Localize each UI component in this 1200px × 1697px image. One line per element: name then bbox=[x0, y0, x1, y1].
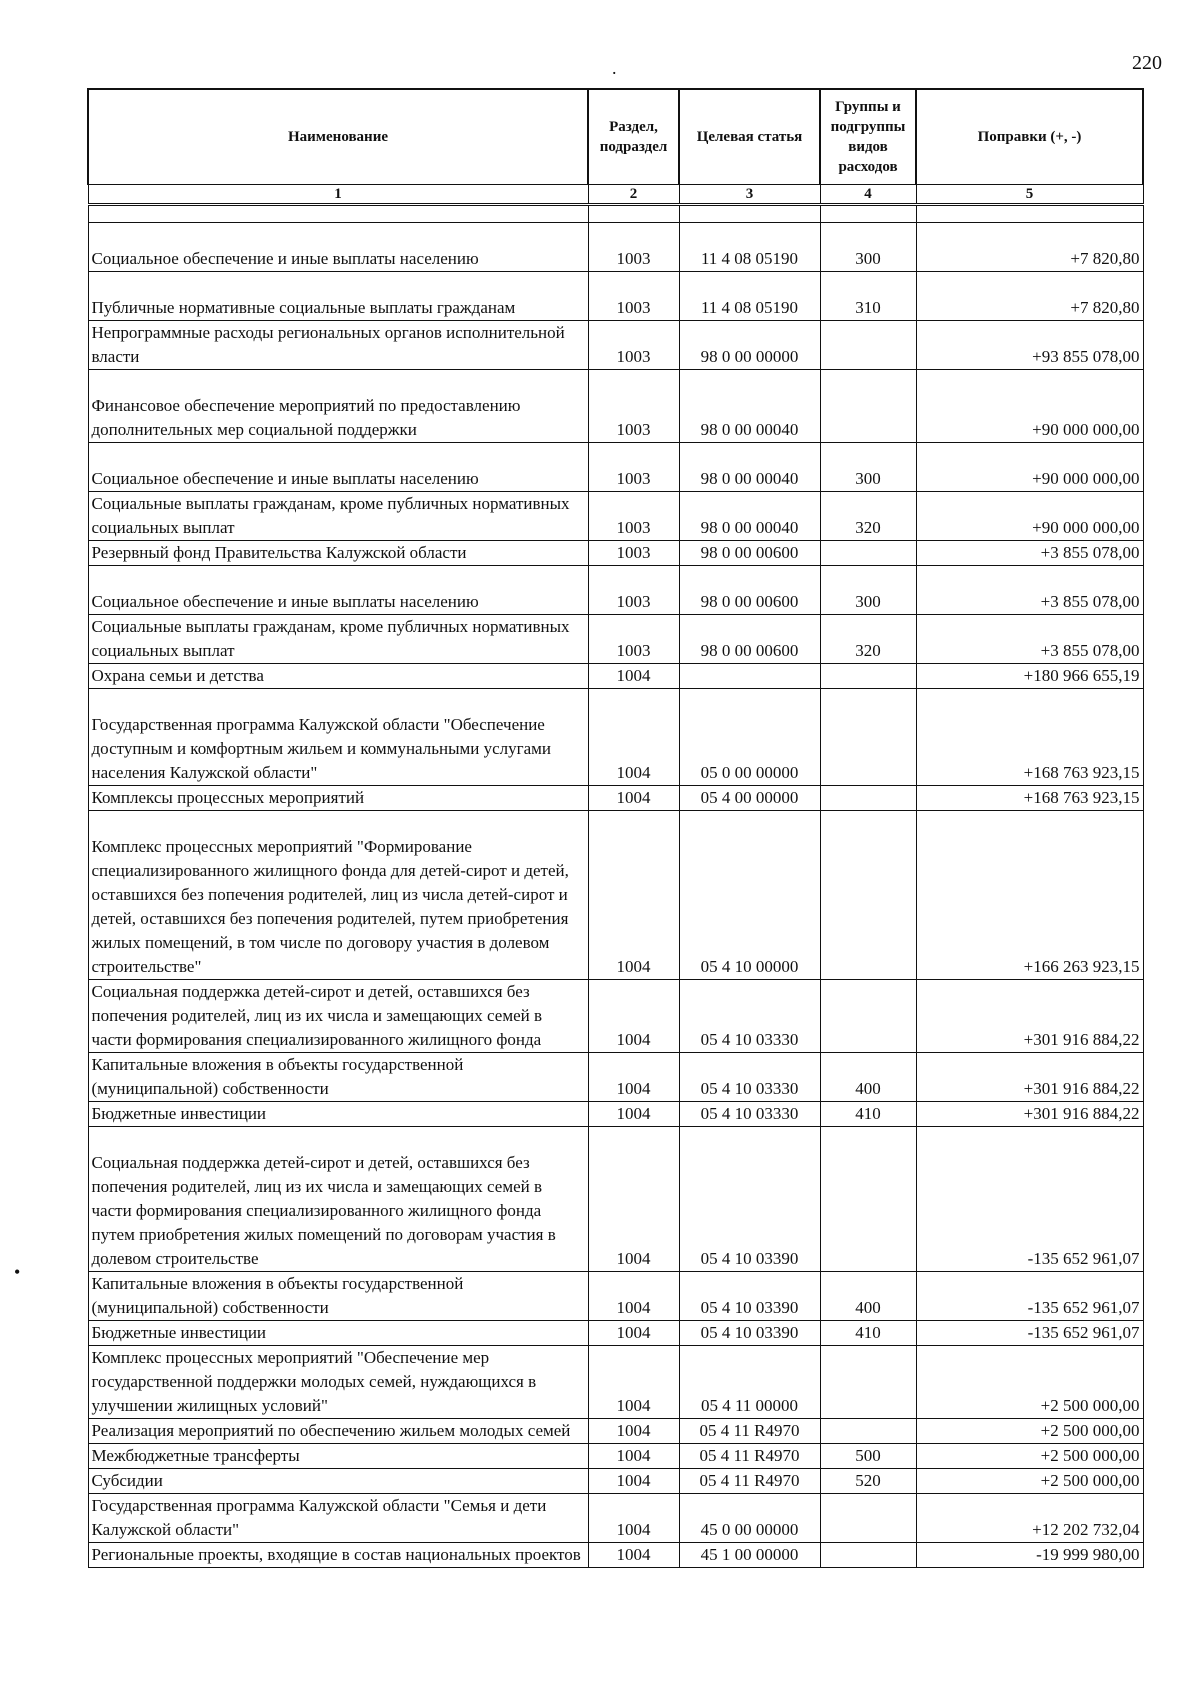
row-target: 98 0 00 00600 bbox=[679, 541, 820, 566]
row-target: 05 4 10 00000 bbox=[679, 811, 820, 980]
row-group bbox=[820, 664, 916, 689]
row-target: 05 4 11 00000 bbox=[679, 1346, 820, 1419]
row-group bbox=[820, 980, 916, 1053]
row-group bbox=[820, 1346, 916, 1419]
row-group: 500 bbox=[820, 1444, 916, 1469]
row-amount: +301 916 884,22 bbox=[916, 1102, 1143, 1127]
col-number: 1 bbox=[88, 185, 588, 205]
row-amount: +3 855 078,00 bbox=[916, 566, 1143, 615]
table-row bbox=[88, 1102, 1143, 1127]
row-target: 05 4 10 03330 bbox=[679, 1102, 820, 1127]
row-name: Финансовое обеспечение мероприятий по предоставлению дополнительных мер социальной поддержки bbox=[88, 370, 588, 443]
col-header-groups: Группы и подгруппы видов расходов bbox=[820, 89, 916, 185]
row-group bbox=[820, 1127, 916, 1272]
row-amount: +166 263 923,15 bbox=[916, 811, 1143, 980]
row-target: 98 0 00 00040 bbox=[679, 370, 820, 443]
row-amount: +168 763 923,15 bbox=[916, 689, 1143, 786]
row-name: Непрограммные расходы региональных органов исполнительной власти bbox=[88, 321, 588, 370]
row-name: Субсидии bbox=[88, 1469, 588, 1494]
row-name: Социальная поддержка детей-сирот и детей, оставшихся без попечения родителей, лиц из их числа и замещающих семей в части формирования специализированного жилищного фонда bbox=[88, 980, 588, 1053]
row-amount: +180 966 655,19 bbox=[916, 664, 1143, 689]
row-section: 1004 bbox=[588, 1419, 679, 1444]
row-amount: +301 916 884,22 bbox=[916, 1053, 1143, 1102]
row-amount: +2 500 000,00 bbox=[916, 1444, 1143, 1469]
table-row bbox=[88, 1419, 1143, 1444]
row-section: 1004 bbox=[588, 1543, 679, 1568]
row-section: 1004 bbox=[588, 980, 679, 1053]
row-target: 05 4 10 03390 bbox=[679, 1127, 820, 1272]
row-group bbox=[820, 321, 916, 370]
row-group: 520 bbox=[820, 1469, 916, 1494]
row-amount: +90 000 000,00 bbox=[916, 492, 1143, 541]
row-target: 45 1 00 00000 bbox=[679, 1543, 820, 1568]
row-name: Государственная программа Калужской области "Семья и дети Калужской области" bbox=[88, 1494, 588, 1543]
row-target: 11 4 08 05190 bbox=[679, 272, 820, 321]
row-section: 1003 bbox=[588, 370, 679, 443]
table-row bbox=[88, 443, 1143, 492]
table-row bbox=[88, 1272, 1143, 1321]
row-amount: -135 652 961,07 bbox=[916, 1127, 1143, 1272]
col-header-target: Целевая статья bbox=[679, 89, 820, 185]
row-group bbox=[820, 1419, 916, 1444]
row-section: 1004 bbox=[588, 689, 679, 786]
row-name: Бюджетные инвестиции bbox=[88, 1102, 588, 1127]
row-amount: +168 763 923,15 bbox=[916, 786, 1143, 811]
budget-amendments-table bbox=[87, 88, 1144, 1568]
row-section: 1004 bbox=[588, 1346, 679, 1419]
row-amount: +3 855 078,00 bbox=[916, 615, 1143, 664]
row-section: 1003 bbox=[588, 615, 679, 664]
row-section: 1004 bbox=[588, 1272, 679, 1321]
row-target: 05 4 10 03390 bbox=[679, 1272, 820, 1321]
row-section: 1004 bbox=[588, 811, 679, 980]
column-numbers-row bbox=[88, 185, 1143, 205]
row-name: Резервный фонд Правительства Калужской области bbox=[88, 541, 588, 566]
row-group: 400 bbox=[820, 1053, 916, 1102]
row-amount: +7 820,80 bbox=[916, 223, 1143, 272]
row-amount: +90 000 000,00 bbox=[916, 443, 1143, 492]
row-name: Социальные выплаты гражданам, кроме публичных нормативных социальных выплат bbox=[88, 492, 588, 541]
row-section: 1003 bbox=[588, 223, 679, 272]
row-name: Государственная программа Калужской области "Обеспечение доступным и комфортным жильем и коммунальными услугами населения Калужской области" bbox=[88, 689, 588, 786]
row-target: 45 0 00 00000 bbox=[679, 1494, 820, 1543]
table-header-row bbox=[88, 89, 1143, 185]
row-target: 05 0 00 00000 bbox=[679, 689, 820, 786]
row-section: 1003 bbox=[588, 541, 679, 566]
row-group: 320 bbox=[820, 492, 916, 541]
table-row bbox=[88, 1321, 1143, 1346]
row-name: Бюджетные инвестиции bbox=[88, 1321, 588, 1346]
row-target: 98 0 00 00600 bbox=[679, 615, 820, 664]
row-group bbox=[820, 1494, 916, 1543]
row-amount: +90 000 000,00 bbox=[916, 370, 1143, 443]
row-section: 1003 bbox=[588, 492, 679, 541]
row-target: 11 4 08 05190 bbox=[679, 223, 820, 272]
row-amount: +93 855 078,00 bbox=[916, 321, 1143, 370]
row-name: Межбюджетные трансферты bbox=[88, 1444, 588, 1469]
row-amount: +7 820,80 bbox=[916, 272, 1143, 321]
row-section: 1003 bbox=[588, 321, 679, 370]
row-name: Социальные выплаты гражданам, кроме публичных нормативных социальных выплат bbox=[88, 615, 588, 664]
row-section: 1004 bbox=[588, 786, 679, 811]
row-amount: -19 999 980,00 bbox=[916, 1543, 1143, 1568]
row-section: 1004 bbox=[588, 1321, 679, 1346]
table-row bbox=[88, 321, 1143, 370]
row-name: Региональные проекты, входящие в состав национальных проектов bbox=[88, 1543, 588, 1568]
row-name: Публичные нормативные социальные выплаты гражданам bbox=[88, 272, 588, 321]
table-row bbox=[88, 1444, 1143, 1469]
row-name: Капитальные вложения в объекты государственной (муниципальной) собственности bbox=[88, 1272, 588, 1321]
row-target: 05 4 11 R4970 bbox=[679, 1444, 820, 1469]
row-target: 05 4 10 03330 bbox=[679, 980, 820, 1053]
row-group bbox=[820, 370, 916, 443]
row-section: 1004 bbox=[588, 1053, 679, 1102]
row-amount: -135 652 961,07 bbox=[916, 1272, 1143, 1321]
row-section: 1004 bbox=[588, 1494, 679, 1543]
row-name: Охрана семьи и детства bbox=[88, 664, 588, 689]
row-name: Комплекс процессных мероприятий "Обеспечение мер государственной поддержки молодых семей, нуждающихся в улучшении жилищных условий" bbox=[88, 1346, 588, 1419]
row-target: 98 0 00 00000 bbox=[679, 321, 820, 370]
row-group bbox=[820, 1543, 916, 1568]
row-section: 1003 bbox=[588, 443, 679, 492]
row-group: 310 bbox=[820, 272, 916, 321]
table-row bbox=[88, 811, 1143, 980]
row-group: 300 bbox=[820, 566, 916, 615]
row-section: 1004 bbox=[588, 1444, 679, 1469]
row-name: Социальное обеспечение и иные выплаты населению bbox=[88, 566, 588, 615]
row-group: 320 bbox=[820, 615, 916, 664]
row-section: 1003 bbox=[588, 272, 679, 321]
stray-bullet-mark: • bbox=[14, 1262, 21, 1282]
row-group: 300 bbox=[820, 443, 916, 492]
row-amount: +2 500 000,00 bbox=[916, 1346, 1143, 1419]
table-row bbox=[88, 664, 1143, 689]
col-header-name: Наименование bbox=[88, 89, 588, 185]
row-target: 05 4 10 03390 bbox=[679, 1321, 820, 1346]
row-group bbox=[820, 541, 916, 566]
row-target: 05 4 11 R4970 bbox=[679, 1469, 820, 1494]
table-row bbox=[88, 223, 1143, 272]
table-row bbox=[88, 492, 1143, 541]
table-row bbox=[88, 370, 1143, 443]
row-name: Социальное обеспечение и иные выплаты населению bbox=[88, 223, 588, 272]
row-section: 1004 bbox=[588, 1102, 679, 1127]
row-group: 300 bbox=[820, 223, 916, 272]
row-section: 1004 bbox=[588, 1469, 679, 1494]
row-amount: +12 202 732,04 bbox=[916, 1494, 1143, 1543]
table-row bbox=[88, 786, 1143, 811]
table-row bbox=[88, 1469, 1143, 1494]
col-header-amendments: Поправки (+, -) bbox=[916, 89, 1143, 185]
row-target: 05 4 10 03330 bbox=[679, 1053, 820, 1102]
col-header-section: Раздел, подраздел bbox=[588, 89, 679, 185]
row-name: Социальная поддержка детей-сирот и детей, оставшихся без попечения родителей, лиц из их числа и замещающих семей в части формирования специализированного жилищного фонда путем приобретения жилых помещений по договорам участия в долевом строительстве bbox=[88, 1127, 588, 1272]
row-amount: +3 855 078,00 bbox=[916, 541, 1143, 566]
row-name: Комплексы процессных мероприятий bbox=[88, 786, 588, 811]
row-group: 400 bbox=[820, 1272, 916, 1321]
row-group: 410 bbox=[820, 1321, 916, 1346]
col-number: 2 bbox=[588, 185, 679, 205]
table-row bbox=[88, 1543, 1143, 1568]
row-section: 1004 bbox=[588, 1127, 679, 1272]
row-name: Комплекс процессных мероприятий "Формирование специализированного жилищного фонда для детей-сирот и детей, оставшихся без попечения родителей, лиц из числа детей-сирот и детей, оставшихся без попечения родителей, путем приобретения жилых помещений, в том числе по договору участия в долевом строительстве" bbox=[88, 811, 588, 980]
row-target: 98 0 00 00600 bbox=[679, 566, 820, 615]
row-section: 1004 bbox=[588, 664, 679, 689]
row-target: 05 4 00 00000 bbox=[679, 786, 820, 811]
stray-dot-mark: . bbox=[612, 58, 617, 78]
row-target bbox=[679, 664, 820, 689]
table-row bbox=[88, 541, 1143, 566]
row-target: 98 0 00 00040 bbox=[679, 492, 820, 541]
row-name: Капитальные вложения в объекты государственной (муниципальной) собственности bbox=[88, 1053, 588, 1102]
row-section: 1003 bbox=[588, 566, 679, 615]
row-amount: +301 916 884,22 bbox=[916, 980, 1143, 1053]
row-group: 410 bbox=[820, 1102, 916, 1127]
row-amount: -135 652 961,07 bbox=[916, 1321, 1143, 1346]
row-group bbox=[820, 811, 916, 980]
page-number: 220 bbox=[1132, 52, 1162, 74]
col-number: 5 bbox=[916, 185, 1143, 205]
row-name: Реализация мероприятий по обеспечению жильем молодых семей bbox=[88, 1419, 588, 1444]
table-row bbox=[88, 1127, 1143, 1272]
row-group bbox=[820, 689, 916, 786]
row-target: 98 0 00 00040 bbox=[679, 443, 820, 492]
row-amount: +2 500 000,00 bbox=[916, 1419, 1143, 1444]
table-row bbox=[88, 1346, 1143, 1419]
table-row bbox=[88, 1494, 1143, 1543]
row-name: Социальное обеспечение и иные выплаты населению bbox=[88, 443, 588, 492]
col-number: 4 bbox=[820, 185, 916, 205]
table-row bbox=[88, 980, 1143, 1053]
table-row bbox=[88, 272, 1143, 321]
row-amount: +2 500 000,00 bbox=[916, 1469, 1143, 1494]
table-row bbox=[88, 615, 1143, 664]
spacer-row bbox=[88, 205, 1143, 223]
table-row bbox=[88, 566, 1143, 615]
table-row bbox=[88, 689, 1143, 786]
table-row bbox=[88, 1053, 1143, 1102]
col-number: 3 bbox=[679, 185, 820, 205]
row-group bbox=[820, 786, 916, 811]
row-target: 05 4 11 R4970 bbox=[679, 1419, 820, 1444]
